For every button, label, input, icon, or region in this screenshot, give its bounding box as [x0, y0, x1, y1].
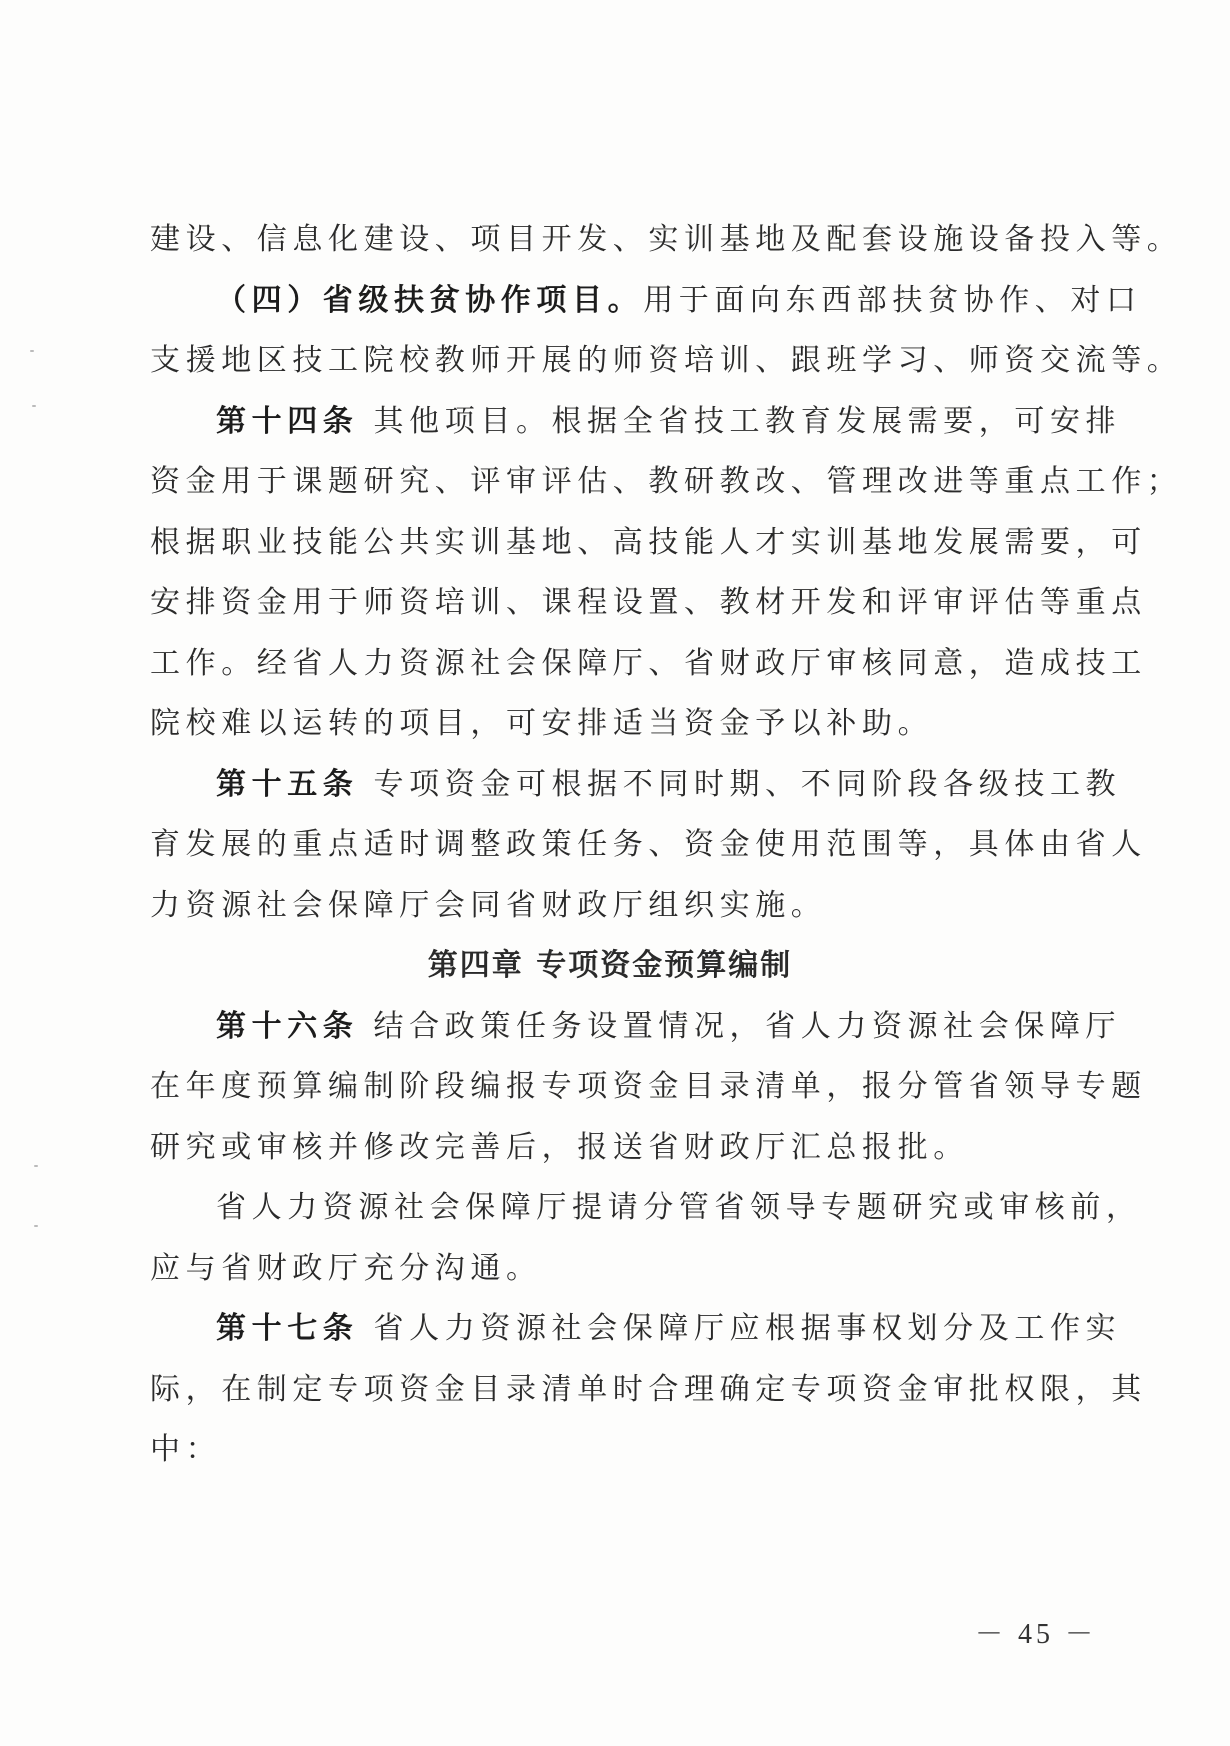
text-line: 第十六条 结合政策任务设置情况，省人力资源社会保障厅 [216, 1008, 1122, 1044]
article-number: 第十六条 [216, 1008, 359, 1044]
text-line: 支援地区技工院校教师开展的师资培训、跟班学习、师资交流等。 [150, 343, 1183, 378]
text-line: 省人力资源社会保障厅提请分管省领导专题研究或审核前， [216, 1190, 1142, 1225]
scan-speck [34, 1225, 38, 1227]
text-line: 中： [150, 1432, 222, 1467]
text-line: 第十四条 其他项目。根据全省技工教育发展需要，可安排 [216, 403, 1122, 439]
text-line: 在年度预算编制阶段编报专项资金目录清单，报分管省领导专题 [150, 1069, 1147, 1104]
text-line: 际，在制定专项资金目录清单时合理确定专项资金审批权限，其 [150, 1371, 1147, 1407]
scan-speck [34, 1165, 38, 1167]
scan-speck [30, 350, 34, 352]
page-number: － 45 － [975, 1619, 1098, 1650]
text-line: 研究或审核并修改完善后，报送省财政厅汇总报批。 [150, 1129, 969, 1165]
text-line: 应与省财政厅充分沟通。 [150, 1250, 542, 1286]
section-heading: （四）省级扶贫协作项目。 [216, 282, 644, 318]
text-line: 第十五条 专项资金可根据不同时期、不同阶段各级技工教 [216, 766, 1122, 802]
text-line: 根据职业技能公共实训基地、高技能人才实训基地发展需要，可 [150, 524, 1147, 560]
text-line: 力资源社会保障厅会同省财政厅组织实施。 [150, 887, 827, 923]
text-line: 安排资金用于师资培训、课程设置、教材开发和评审评估等重点 [150, 585, 1147, 620]
text-line: 第十七条 省人力资源社会保障厅应根据事权划分及工作实 [216, 1311, 1122, 1346]
text-line: 院校难以运转的项目，可安排适当资金予以补助。 [150, 706, 934, 741]
chapter-heading: 第四章 专项资金预算编制 [427, 948, 793, 983]
text-line: 工作。经省人力资源社会保障厅、省财政厅审核同意，造成技工 [150, 645, 1147, 681]
scan-speck [32, 405, 36, 407]
article-number: 第十五条 [216, 766, 359, 802]
text-line: 建设、信息化建设、项目开发、实训基地及配套设施设备投入等。 [150, 222, 1183, 257]
article-number: 第十四条 [216, 403, 359, 439]
article-number: 第十七条 [216, 1311, 359, 1346]
text-line: 育发展的重点适时调整政策任务、资金使用范围等，具体由省人 [150, 827, 1147, 862]
text-line: 资金用于课题研究、评审评估、教研教改、管理改进等重点工作； [150, 464, 1183, 499]
body-text [150, 210, 1183, 1481]
text-line: （四）省级扶贫协作项目。用于面向东西部扶贫协作、对口 [216, 282, 1142, 318]
